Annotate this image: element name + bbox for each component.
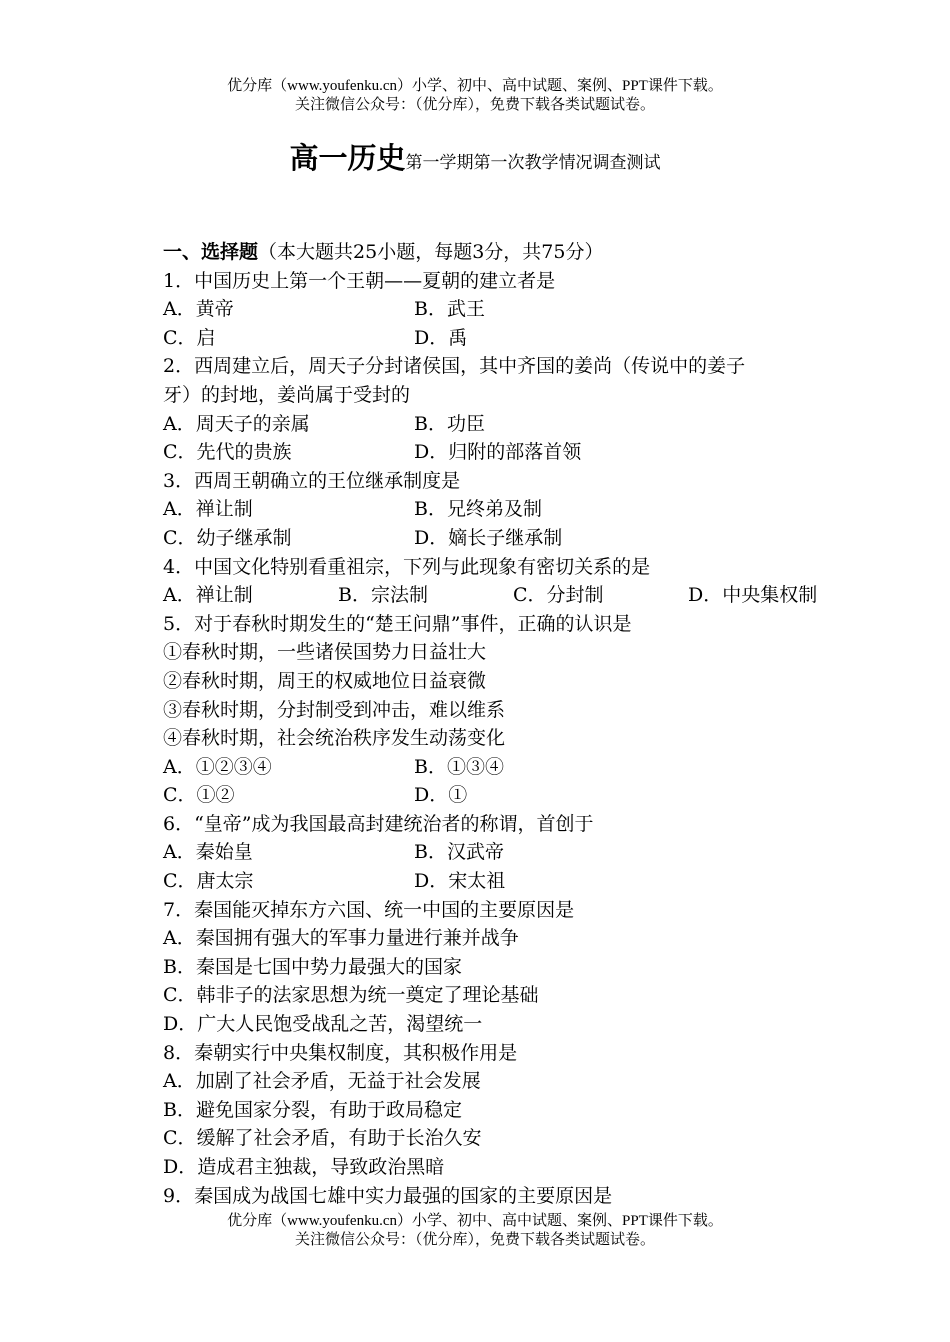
question-6-stem: 6．“皇帝”成为我国最高封建统治者的称谓，首创于 xyxy=(163,812,594,835)
question-5-statement-2: ②春秋时期，周王的权威地位日益衰微 xyxy=(163,669,487,692)
question-5-option-c: C．①② xyxy=(163,784,235,807)
question-5-statement-1: ①春秋时期，一些诸侯国势力日益壮大 xyxy=(163,641,487,664)
question-3-options-row-1 xyxy=(163,495,863,524)
question-8-stem: 8．秦朝实行中央集权制度，其积极作用是 xyxy=(163,1041,518,1064)
question-5-option-d: D．① xyxy=(414,784,468,807)
question-7-option-d: D．广大人民饱受战乱之苦，渴望统一 xyxy=(163,1013,483,1036)
question-5-statement-4: ④春秋时期，社会统治秩序发生动荡变化 xyxy=(163,727,506,750)
question-5-options-row-2 xyxy=(163,781,863,810)
question-1-options-row-2 xyxy=(163,324,863,353)
question-2-options-row-1 xyxy=(163,410,863,439)
question-3-option-b: B．兄终弟及制 xyxy=(414,498,542,521)
question-3-option-a: A．禅让制 xyxy=(163,498,253,521)
question-7-option-c: C．韩非子的法家思想为统一奠定了理论基础 xyxy=(163,984,539,1007)
question-5-option-a: A．①②③④ xyxy=(163,755,272,778)
question-1-option-a: A．黄帝 xyxy=(163,298,234,321)
exam-body xyxy=(163,238,863,1210)
question-1-stem: 1．中国历史上第一个王朝——夏朝的建立者是 xyxy=(163,269,556,292)
question-1-options-row-1 xyxy=(163,295,863,324)
header-line-1: 优分库（www.youfenku.cn）小学、初中、高中试题、案例、PPT课件下载。 xyxy=(227,78,723,94)
question-5-stem: 5．对于春秋时期发生的“楚王问鼎”事件，正确的认识是 xyxy=(163,612,632,635)
question-5-options-row-1 xyxy=(163,753,863,782)
question-4-option-d: D．中央集权制 xyxy=(688,584,818,607)
page-header xyxy=(0,77,950,115)
page-footer xyxy=(0,1212,950,1250)
question-7-option-b: B．秦国是七国中势力最强大的国家 xyxy=(163,955,462,978)
question-8-option-c: C．缓解了社会矛盾，有助于长治久安 xyxy=(163,1127,482,1150)
question-6-option-b: B．汉武帝 xyxy=(414,841,504,864)
question-3-option-d: D．嫡长子继承制 xyxy=(414,526,563,549)
question-2-option-a: A．周天子的亲属 xyxy=(163,412,310,435)
exam-title xyxy=(0,136,950,177)
question-2-stem-line-2: 牙）的封地，姜尚属于受封的 xyxy=(163,383,411,406)
question-8-option-a: A．加剧了社会矛盾，无益于社会发展 xyxy=(163,1070,481,1093)
question-7-stem: 7．秦国能灭掉东方六国、统一中国的主要原因是 xyxy=(163,898,575,921)
question-1-option-d: D．禹 xyxy=(414,326,468,349)
question-2-stem-line-1: 2．西周建立后，周天子分封诸侯国，其中齐国的姜尚（传说中的姜子 xyxy=(163,355,746,378)
question-6-options-row-1 xyxy=(163,838,863,867)
section-title: 一、选择题 xyxy=(163,241,259,263)
question-8-option-b: B．避免国家分裂，有助于政局稳定 xyxy=(163,1098,462,1121)
question-1-option-c: C．启 xyxy=(163,326,216,349)
section-heading xyxy=(163,238,863,267)
question-1-option-b: B．武王 xyxy=(414,298,485,321)
question-6-option-a: A．秦始皇 xyxy=(163,841,253,864)
question-8-option-d: D．造成君主独裁，导致政治黑暗 xyxy=(163,1156,445,1178)
question-4-options-row xyxy=(163,581,863,610)
question-5-statement-3: ③春秋时期，分封制受到冲击，难以维系 xyxy=(163,698,506,721)
exam-title-sub: 第一学期第一次教学情况调查测试 xyxy=(405,153,661,173)
question-4-option-c: C．分封制 xyxy=(513,584,604,607)
question-2-options-row-2 xyxy=(163,438,863,467)
question-4-option-b: B．宗法制 xyxy=(338,584,428,607)
question-4-option-a: A．禅让制 xyxy=(163,584,253,607)
question-9-stem: 9．秦国成为战国七雄中实力最强的国家的主要原因是 xyxy=(163,1184,613,1207)
question-5-option-b: B．①③④ xyxy=(414,755,504,778)
header-line-2: 关注微信公众号：（优分库），免费下载各类试题试卷。 xyxy=(294,97,655,113)
question-6-options-row-2 xyxy=(163,867,863,896)
question-3-option-c: C．幼子继承制 xyxy=(163,526,292,549)
section-note: （本大题共25小题，每题3分，共75分） xyxy=(258,241,604,263)
exam-title-main: 高一历史 xyxy=(289,141,406,175)
question-6-option-c: C．唐太宗 xyxy=(163,870,254,893)
question-2-option-b: B．功臣 xyxy=(414,412,485,435)
question-6-option-d: D．宋太祖 xyxy=(414,870,506,893)
question-4-stem: 4．中国文化特别看重祖宗，下列与此现象有密切关系的是 xyxy=(163,555,651,578)
question-3-stem: 3．西周王朝确立的王位继承制度是 xyxy=(163,469,461,492)
question-2-option-c: C．先代的贵族 xyxy=(163,441,292,464)
question-3-options-row-2 xyxy=(163,524,863,553)
footer-line-1: 优分库（www.youfenku.cn）小学、初中、高中试题、案例、PPT课件下载。 xyxy=(227,1213,723,1229)
footer-line-2: 关注微信公众号：（优分库），免费下载各类试题试卷。 xyxy=(294,1232,655,1248)
question-7-option-a: A．秦国拥有强大的军事力量进行兼并战争 xyxy=(163,927,519,950)
question-2-option-d: D．归附的部落首领 xyxy=(414,441,582,464)
